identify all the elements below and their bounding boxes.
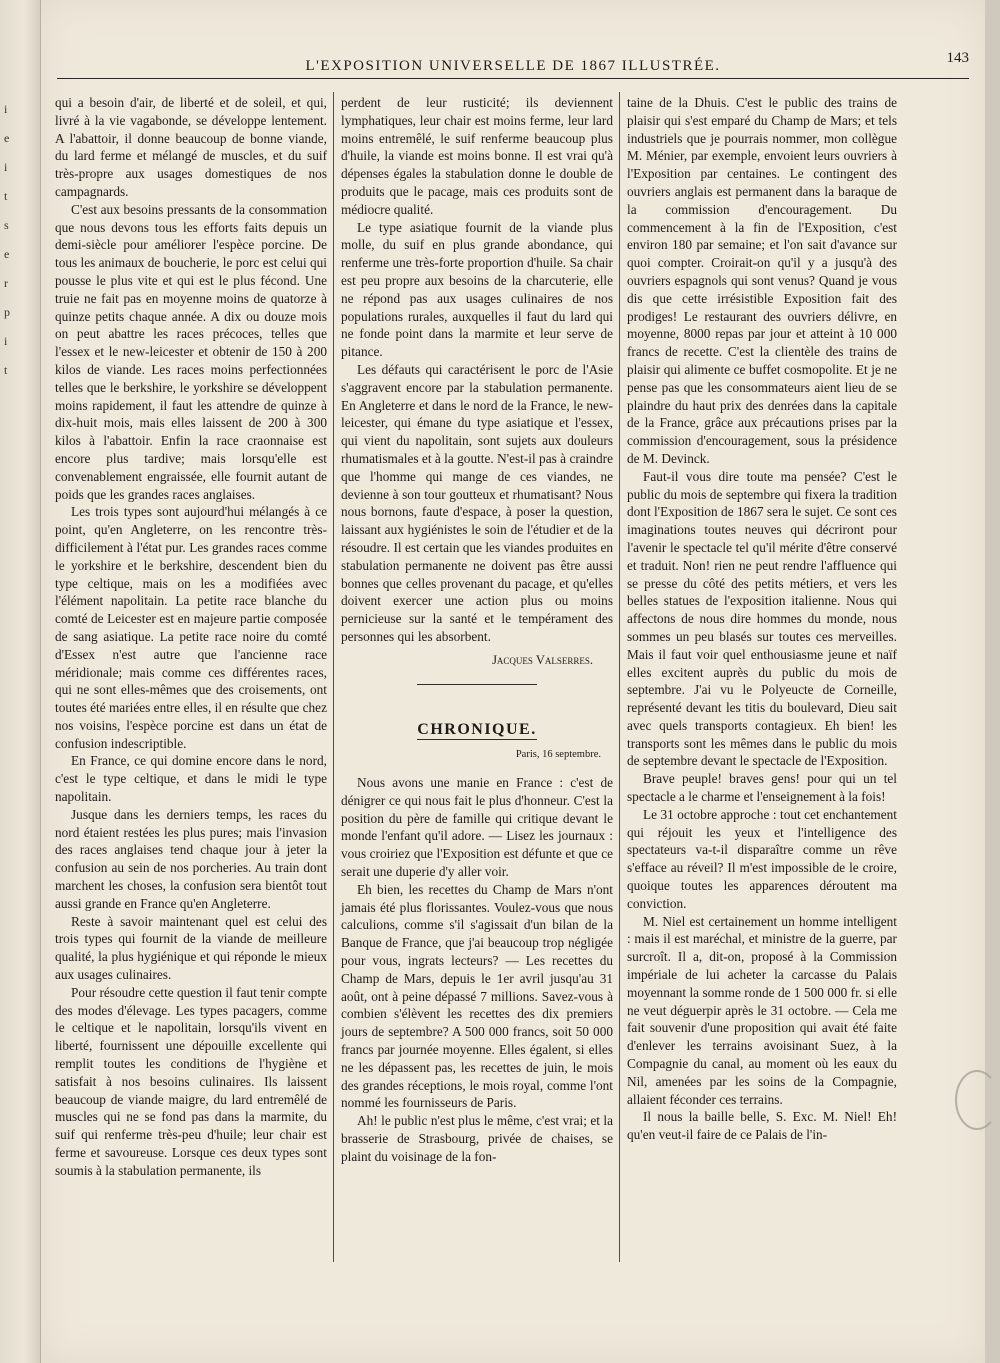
newspaper-page <box>41 0 985 1363</box>
paperclip-shadow <box>955 1070 999 1130</box>
paragraph: Le 31 octobre approche : tout cet enchantement qui réjouit les yeux et l'intelligence des spectateurs va-t-il disparaître comme un rêve s'efface au réveil? Il m'est impossible de le croire, quoique toutes les apparences déroutent ma conviction. <box>627 806 897 911</box>
margin-letter: e <box>4 131 10 145</box>
column-rule <box>619 92 620 1262</box>
margin-letter: i <box>4 160 8 174</box>
column-2 <box>341 94 613 1166</box>
margin-letter: i <box>4 334 8 348</box>
column-rule <box>333 92 334 1262</box>
section-separator <box>417 684 537 685</box>
dateline: Paris, 16 septembre. <box>515 749 601 761</box>
paragraph: Jusque dans les derniers temps, les races du nord étaient restées les plus pures; mais l'invasion des races anglaises tend chaque jour à jeter la confusion au sein de nos porcheries. Au train dont marchent les choses, la confusion sera bientôt tout aussi grande en France qu'en Angleterre. <box>55 806 327 911</box>
paragraph: Les défauts qui caractérisent le porc de l'Asie s'aggravent encore par la stabulation permanente. En Angleterre et dans le nord de la France, le new-leicester, qui émane du type asiatique et l'essex, qui vient du napolitain, sont sujets aux douleurs rhumatismales et à la goutte. N'est-il pas à craindre que l'homme qui mange de ces viandes, ne devienne à son tour goutteux et rhumatisant? Nous nous bornons, faute d'espace, à poser la question, laissant aux hygiénistes le soin de l'étudier et de la résoudre. Il est certain que les viandes produites en stabulation permanente ne doivent pas être aussi bonnes que celles provenant du pacage, et qu'elles doivent exercer une action plus ou moins pernicieuse sur la santé et le tempérament des personnes qui les absorbent. <box>341 361 613 644</box>
margin-letter: t <box>4 363 8 377</box>
paragraph: Il nous la baille belle, S. Exc. M. Niel! Eh! qu'en veut-il faire de ce Palais de l'in- <box>627 1109 897 1143</box>
paragraph: Ah! le public n'est plus le même, c'est vrai; et la brasserie de Strasbourg, privée de chaises, se plaint du voisinage de la fon- <box>341 1113 613 1164</box>
page-header <box>57 48 969 79</box>
column-3 <box>627 94 897 1144</box>
paragraph: Faut-il vous dire toute ma pensée? C'est le public du mois de septembre qui fixera la tradition dont l'Exposition de 1867 sera le sujet. Ce sont ces imaginations toutes neuves qui décriront pour l'avenir le spectacle tel qu'il mérite d'être conservé et traduit. Non! rien ne peut rendre l'affluence qui se presse du côté des petits métiers, et vers les belles statues de l'exposition italienne. Nous qui affectons de nous dire hommes du monde, nous sommes un peu blasés sur toutes ces merveilles. Mais il faut voir quel enthousiasme jeune et naïf elles excitent auprès du public du mois de septembre. J'ai vu le Polyeucte de Corneille, représenté devant les titis du boulevard, Dieu sait avec quels transports contagieux. Eh bien! les transports sont les mêmes dans le public du mois de septembre devant le spectacle de l'Exposition. <box>627 468 897 769</box>
paragraph: En France, ce qui domine encore dans le nord, c'est le type celtique, et dans le midi le type napolitain. <box>55 753 327 805</box>
margin-letter: r <box>4 276 8 290</box>
paragraph: Brave peuple! braves gens! pour qui un tel spectacle a le charme et l'enseignement à la fois! <box>627 771 897 805</box>
margin-letters <box>4 95 18 385</box>
margin-letter: e <box>4 247 10 261</box>
margin-letter: i <box>4 102 8 116</box>
paragraph: Pour résoudre cette question il faut tenir compte des modes d'élevage. Les types pacagers, comme le celtique et le napolitain, lorsqu'ils vivent en liberté, fournissent une dépouille excellente qui remplit toutes les conditions de l'hygiène et satisfait à nos besoins culinaires. Ils laissent beaucoup de viande maigre, du lard entremêlé de muscles qui ne se fond pas dans la marmite, du suif qui renferme très-peu d'huile; leur chair est ferme et savoureuse. Lorsque ces deux types sont soumis à la stabulation permanente, ils <box>55 984 327 1178</box>
margin-letter: s <box>4 218 9 232</box>
column-1 <box>55 94 327 1180</box>
paragraph: C'est aux besoins pressants de la consommation que nous devons tous les efforts faits depuis un demi-siècle pour améliorer l'espèce porcine. De tous les animaux de boucherie, le porc est celui qui pousse le plus vite et qui est le plus fécond. Une truie ne fait pas en moyenne moins de quatorze à quinze petits chaque année. A dix ou douze mois on peut abattre les races précoces, telles que l'essex et le new-leicester et obtenir de 150 à 200 kilos de viande. Les races moins perfectionnées telles que le berkshire, le yorkshire se développent moins rapidement, il faut les attendre de quinze à dix-huit mois, mais elles laissent de 200 à 300 kilos à l'abattoir. Enfin la race craonnaise est encore plus tardive; mais lorsqu'elle est convenablement engraissée, elle fournit autant de poids que les grandes races anglaises. <box>55 201 327 502</box>
page-number: 143 <box>946 50 969 66</box>
paragraph: Nous avons une manie en France : c'est de dénigrer ce qui nous fait le plus d'honneur. C'est la position du père de famille qui critique devant le monde l'enfant qu'il adore. — Lisez les journaux : vous croiriez que l'Exposition est défunte et que ce serait une duperie d'y aller voir. <box>341 775 613 880</box>
section-heading <box>341 721 613 739</box>
paragraph: taine de la Dhuis. C'est le public des trains de plaisir qui s'est emparé du Champ de Mars; et tels industriels que je pourrais nommer, mon collègue M. Ménier, par exemple, envoient leurs ouvriers à l'Exposition par centaines. Le contingent des ouvriers anglais est permanent dans la baraque de la commission d'encouragement. Du commencement à la fin de l'Exposition, c'est environ 180 par semaine; et l'on sait d'avance sur quoi compter. Croirait-on qu'il y a jusqu'à des ouvriers espagnols qui sont venus? Quand je vous dis que cette irrésistible Exposition fait des prodiges! Le restaurant des ouvriers délivre, en moyenne, 8000 repas par jour et atteint à 10 000 francs de recette. C'est la clientèle des trains de plaisir qui alimente ce buffet cosmopolite. Et je ne pense pas que les consommateurs aient lieu de se plaindre du haut prix des denrées dans la capitale de la France, grâce aux précautions prises par la commission d'encouragement, sous la présidence de M. Devinck. <box>627 95 897 466</box>
margin-letter: t <box>4 189 8 203</box>
paragraph: Les trois types sont aujourd'hui mélangés à ce point, qu'en Angleterre, on les rencontre très-difficilement à l'état pur. Les grandes races comme le yorkshire et le berkshire, descendent bien du type celtique, mais on les a modifiées avec l'élément napolitain. La petite race blanche du comté de Leicester est en majeure partie composée de sang asiatique. La petite race noire du comté d'Essex n'est autre que l'ancienne race méridionale; mais comme ces différentes races, qui ne sont elles-mêmes que des croisements, ont toutes été mariées entre elles, il en résulte que chez nos voisins, l'espèce porcine est dans un état de confusion indescriptible. <box>55 504 327 751</box>
paragraph: qui a besoin d'air, de liberté et de soleil, et qui, livré à la vie vagabonde, se développe lentement. A l'abattoir, il donne beaucoup de bonne viande, du lard ferme et mélangé de muscles, et du suif très-propre aux usages domestiques de nos campagnards. <box>55 95 327 199</box>
author-signature: Jacques Valserres. <box>492 652 593 667</box>
adjacent-page-edge <box>0 0 41 1363</box>
running-title: L'EXPOSITION UNIVERSELLE DE 1867 ILLUSTRÉE. <box>305 58 721 74</box>
paragraph: Eh bien, les recettes du Champ de Mars n'ont jamais été plus florissantes. Voulez-vous que nous calculions, comme s'il s'agissait d'un bilan de la Banque de France, que j'ai beaucoup trop négligée pour vous, ingrats lecteurs? — Les recettes du Champ de Mars, depuis le 1er avril jusqu'au 31 août, ont à peine dépassé 7 millions. Savez-vous à combien s'élèvent les recettes des dix premiers jours de septembre? A 500 000 francs, soit 50 000 francs par journée moyenne. Elles égalent, si elles ne les dépassent pas, les recettes de juin, le mois des grandes réceptions, le mois royal, comme l'ont nommé les fournisseurs de Paris. <box>341 881 613 1111</box>
margin-letter: p <box>4 305 10 319</box>
chronique-title: CHRONIQUE. <box>417 720 537 738</box>
paragraph: Le type asiatique fournit de la viande plus molle, du suif en plus grande abondance, qui renferme une très-forte proportion d'huile. Sa chair est peu propre aux besoins de la charcuterie, elle ne répond pas aux usages culinaires de nos populations rurales, auxquelles il faut du lard qui ne fonde point dans la marmite et leur serve de pitance. <box>341 219 613 360</box>
paragraph: Reste à savoir maintenant quel est celui des trois types qui fournit de la viande de meilleure qualité, la plus hygiénique et qui réponde le mieux aux usages culinaires. <box>55 913 327 983</box>
paragraph: M. Niel est certainement un homme intelligent : mais il est maréchal, et ministre de la guerre, par surcroît. Il a, dit-on, proposé à la Commission impériale de lui acheter la carcasse du Palais moyennant la somme ronde de 1 500 000 fr. si elle ne veut déguerpir après le 31 octobre. — Cela me fait souvenir d'une proposition qui avait été faite d'enlever les terrains avoisinant Suez, à la Compagnie du canal, au moment où les eaux du Nil, amenées par les soins de la Compagnie, allaient féconder ces terrains. <box>627 913 897 1107</box>
paragraph: perdent de leur rusticité; ils deviennent lymphatiques, leur chair est moins ferme, leur lard moins entremêlé, le suif renferme beaucoup plus d'huile, la viande est moins bonne. Il est vrai qu'à dépenses égales la stabulation donne le double de produits que le pacage, mais ces produits sont de médiocre qualité. <box>341 95 613 217</box>
